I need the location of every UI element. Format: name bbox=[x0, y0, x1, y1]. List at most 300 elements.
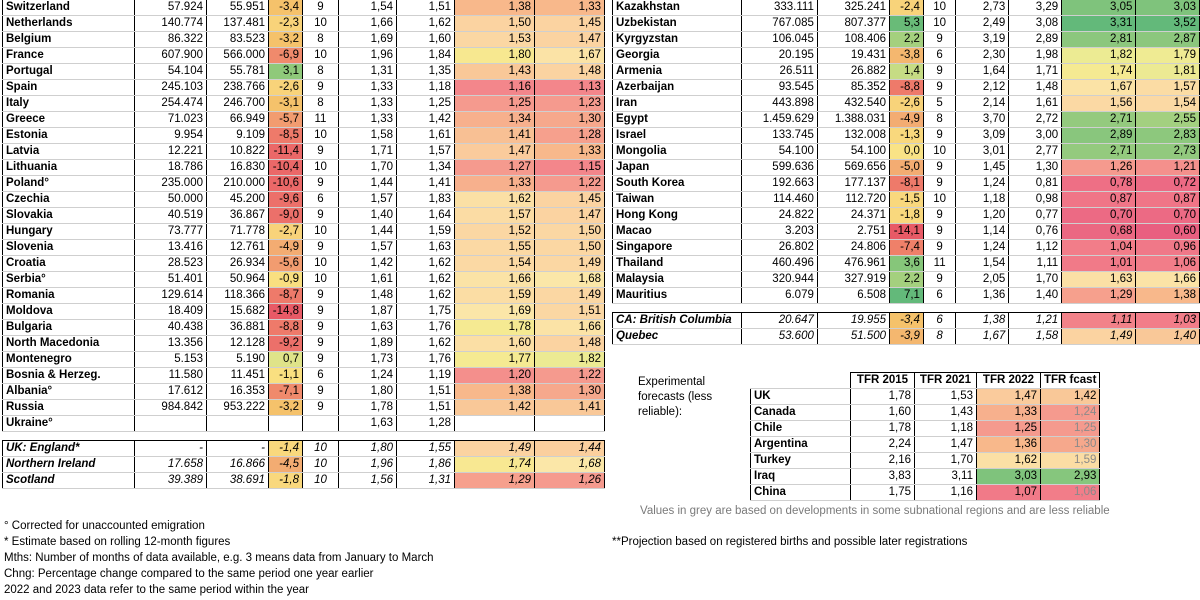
country-name bbox=[613, 272, 742, 288]
tfr-forecast: 1,23 bbox=[535, 96, 605, 112]
births-2023: 6.508 bbox=[817, 288, 889, 304]
tfr-forecast: 2,73 bbox=[1136, 144, 1200, 160]
tfr-2022: 2,81 bbox=[1062, 32, 1136, 48]
separator-cell bbox=[742, 304, 818, 313]
tfr-2021: 1,47 bbox=[915, 437, 977, 453]
births-2022: 6.079 bbox=[742, 288, 818, 304]
country-name bbox=[613, 128, 742, 144]
births-2022: 133.745 bbox=[742, 128, 818, 144]
table-row bbox=[751, 469, 1100, 485]
births-2023: 118.366 bbox=[207, 288, 269, 304]
months: 10 bbox=[923, 144, 955, 160]
tfr-2015: 1,40 bbox=[339, 208, 397, 224]
tfr-2022: 1,62 bbox=[977, 453, 1041, 469]
months: 5 bbox=[923, 96, 955, 112]
tfr-2022: 3,05 bbox=[1062, 0, 1136, 16]
tfr-forecast: 1,49 bbox=[535, 256, 605, 272]
births-2022: 11.580 bbox=[135, 368, 207, 384]
births-2023: 26.882 bbox=[817, 64, 889, 80]
tfr-2021: 1,58 bbox=[1009, 329, 1062, 345]
tfr-2022: 2,71 bbox=[1062, 144, 1136, 160]
country-label: Malaysia bbox=[616, 273, 664, 285]
country-name bbox=[613, 144, 742, 160]
table-row bbox=[751, 453, 1100, 469]
change-percent: -4,9 bbox=[269, 240, 303, 256]
tfr-2022: 3,03 bbox=[977, 469, 1041, 485]
country-label: Netherlands bbox=[6, 17, 73, 29]
tfr-2022: 1,27 bbox=[455, 160, 535, 176]
country-label: Belgium bbox=[6, 33, 52, 45]
table-row bbox=[613, 32, 1200, 48]
change-percent: 2,2 bbox=[890, 272, 924, 288]
tfr-2015: 1,57 bbox=[339, 240, 397, 256]
separator-cell bbox=[339, 432, 397, 441]
table-row bbox=[613, 16, 1200, 32]
table-row bbox=[613, 208, 1200, 224]
births-2022: 51.401 bbox=[135, 272, 207, 288]
table-row bbox=[3, 304, 605, 320]
tfr-2021: 1,53 bbox=[915, 389, 977, 405]
table-row bbox=[3, 112, 605, 128]
tfr-2015: 3,09 bbox=[956, 128, 1009, 144]
tfr-2022: 0,78 bbox=[1062, 176, 1136, 192]
tfr-2021: 1,98 bbox=[1009, 48, 1062, 64]
births-2022: 13.416 bbox=[135, 240, 207, 256]
births-2022: 50.000 bbox=[135, 192, 207, 208]
tfr-2015: 1,33 bbox=[339, 112, 397, 128]
births-2022: 40.519 bbox=[135, 208, 207, 224]
tfr-2015: 1,64 bbox=[956, 64, 1009, 80]
tfr-forecast: 0,72 bbox=[1136, 176, 1200, 192]
country-label: Ukraine° bbox=[6, 417, 53, 429]
change-percent: -14,1 bbox=[890, 224, 924, 240]
change-percent: -11,4 bbox=[269, 144, 303, 160]
tfr-forecast: 1,28 bbox=[535, 128, 605, 144]
change-percent: -0,9 bbox=[269, 272, 303, 288]
tfr-forecast: 1,49 bbox=[535, 288, 605, 304]
tfr-forecast: 1,22 bbox=[535, 368, 605, 384]
tfr-2015: 3,70 bbox=[956, 112, 1009, 128]
country-name: Chile bbox=[751, 421, 851, 437]
table-row bbox=[3, 352, 605, 368]
tfr-forecast: 1,67 bbox=[535, 48, 605, 64]
country-label: Montenegro bbox=[6, 353, 72, 365]
births-2023: 85.352 bbox=[817, 80, 889, 96]
births-2022: 54.100 bbox=[742, 144, 818, 160]
tfr-2021: 1,57 bbox=[397, 144, 455, 160]
country-name bbox=[3, 96, 135, 112]
country-name bbox=[3, 208, 135, 224]
tfr-2021: 1,84 bbox=[397, 48, 455, 64]
tfr-forecast: 0,70 bbox=[1136, 208, 1200, 224]
table-row bbox=[3, 176, 605, 192]
births-2023: 16.830 bbox=[207, 160, 269, 176]
tfr-2022: 1,04 bbox=[1062, 240, 1136, 256]
change-percent: -10,6 bbox=[269, 176, 303, 192]
tfr-2015: 1,67 bbox=[956, 329, 1009, 345]
change-percent: -2,6 bbox=[269, 80, 303, 96]
tfr-forecast: 3,03 bbox=[1136, 0, 1200, 16]
separator-cell bbox=[956, 304, 1009, 313]
country-name bbox=[613, 256, 742, 272]
country-label: South Korea bbox=[616, 177, 685, 189]
months: 9 bbox=[303, 288, 339, 304]
tfr-2022: 1,77 bbox=[455, 352, 535, 368]
tfr-2015: 1,36 bbox=[956, 288, 1009, 304]
table-row bbox=[613, 256, 1200, 272]
country-label: Estonia bbox=[6, 129, 48, 141]
country-name bbox=[3, 48, 135, 64]
country-name bbox=[3, 368, 135, 384]
country-label: Iran bbox=[616, 97, 638, 109]
tfr-2015: 1,57 bbox=[339, 192, 397, 208]
table-row bbox=[613, 128, 1200, 144]
country-label: Poland° bbox=[6, 177, 49, 189]
change-percent: 7,1 bbox=[890, 288, 924, 304]
tfr-forecast: 0,60 bbox=[1136, 224, 1200, 240]
country-name bbox=[3, 272, 135, 288]
tfr-2021: 0,81 bbox=[1009, 176, 1062, 192]
births-2022: 599.636 bbox=[742, 160, 818, 176]
country-label: Portugal bbox=[6, 65, 53, 77]
table-row bbox=[613, 224, 1200, 240]
births-2023: 1.388.031 bbox=[817, 112, 889, 128]
country-label: Spain bbox=[6, 81, 38, 93]
tfr-2022: 1,16 bbox=[455, 80, 535, 96]
births-2022: 26.802 bbox=[742, 240, 818, 256]
table-row bbox=[3, 80, 605, 96]
tfr-forecast: 1,50 bbox=[535, 224, 605, 240]
separator-cell bbox=[817, 304, 889, 313]
table-row bbox=[751, 437, 1100, 453]
months: 6 bbox=[303, 192, 339, 208]
tfr-2015: 1,54 bbox=[956, 256, 1009, 272]
tfr-2021: 2,77 bbox=[1009, 144, 1062, 160]
separator-row bbox=[3, 432, 605, 441]
births-2022: 17.612 bbox=[135, 384, 207, 400]
footnote-period: 2022 and 2023 data refer to the same period within the year bbox=[4, 584, 309, 596]
tfr-2015: 1,33 bbox=[339, 80, 397, 96]
tfr-2021: 1,43 bbox=[915, 405, 977, 421]
tfr-2021: 1,42 bbox=[397, 112, 455, 128]
table-row bbox=[613, 144, 1200, 160]
births-2023: 476.961 bbox=[817, 256, 889, 272]
births-2023: 26.934 bbox=[207, 256, 269, 272]
tfr-2022: 1,43 bbox=[455, 64, 535, 80]
tfr-2021: 1,62 bbox=[397, 16, 455, 32]
tfr-forecast: 1,30 bbox=[1041, 437, 1100, 453]
births-2023: 12.128 bbox=[207, 336, 269, 352]
tfr-2021: 1,51 bbox=[397, 400, 455, 416]
births-2023: 50.964 bbox=[207, 272, 269, 288]
country-label: Slovakia bbox=[6, 209, 53, 221]
experimental-table bbox=[750, 372, 1100, 501]
births-2023: 5.190 bbox=[207, 352, 269, 368]
tfr-forecast: 1,24 bbox=[1041, 405, 1100, 421]
table-row bbox=[3, 32, 605, 48]
tfr-forecast: 1,66 bbox=[535, 320, 605, 336]
tfr-2015: 1,60 bbox=[851, 405, 915, 421]
country-name bbox=[613, 16, 742, 32]
table-row bbox=[3, 144, 605, 160]
tfr-forecast: 3,52 bbox=[1136, 16, 1200, 32]
tfr-2015: 2,12 bbox=[956, 80, 1009, 96]
tfr-2022: 1,36 bbox=[977, 437, 1041, 453]
tfr-2015: 1,63 bbox=[339, 320, 397, 336]
country-name bbox=[3, 0, 135, 16]
months: 10 bbox=[923, 192, 955, 208]
months: 9 bbox=[303, 384, 339, 400]
change-percent: -7,4 bbox=[890, 240, 924, 256]
country-name bbox=[3, 144, 135, 160]
country-label: Singapore bbox=[616, 241, 673, 253]
country-name bbox=[613, 240, 742, 256]
tfr-2022: 1,29 bbox=[455, 473, 535, 489]
births-2023: 16.353 bbox=[207, 384, 269, 400]
births-2022: 106.045 bbox=[742, 32, 818, 48]
tfr-2022: 2,71 bbox=[1062, 112, 1136, 128]
tfr-2022: 1,25 bbox=[977, 421, 1041, 437]
country-label: North Macedonia bbox=[6, 337, 100, 349]
table-row bbox=[613, 64, 1200, 80]
tfr-forecast: 1,42 bbox=[1041, 389, 1100, 405]
births-2023: 24.806 bbox=[817, 240, 889, 256]
tfr-forecast: 1,30 bbox=[535, 112, 605, 128]
tfr-2021: 1,76 bbox=[397, 352, 455, 368]
births-2023: 327.919 bbox=[817, 272, 889, 288]
country-label: Taiwan bbox=[616, 193, 655, 205]
months: 9 bbox=[923, 208, 955, 224]
change-percent: -2,7 bbox=[269, 224, 303, 240]
column-header: TFR 2022 bbox=[977, 373, 1041, 389]
country-label: Italy bbox=[6, 97, 30, 109]
tfr-2015: 1,78 bbox=[339, 400, 397, 416]
tfr-2022: 1,56 bbox=[1062, 96, 1136, 112]
tfr-2015: 1,31 bbox=[339, 64, 397, 80]
births-2022: 5.153 bbox=[135, 352, 207, 368]
births-2023: 9.109 bbox=[207, 128, 269, 144]
table-row bbox=[613, 80, 1200, 96]
tfr-2022: 1,69 bbox=[455, 304, 535, 320]
tfr-2022: 1,50 bbox=[455, 16, 535, 32]
tfr-forecast: 2,93 bbox=[1041, 469, 1100, 485]
months: 6 bbox=[923, 288, 955, 304]
births-2022: 140.774 bbox=[135, 16, 207, 32]
tfr-2015: 1,89 bbox=[339, 336, 397, 352]
months: 9 bbox=[923, 128, 955, 144]
tfr-2021: 1,76 bbox=[397, 320, 455, 336]
table-row bbox=[613, 288, 1200, 304]
change-percent: 0,7 bbox=[269, 352, 303, 368]
country-label: Mauritius bbox=[616, 289, 668, 301]
tfr-2022: 0,87 bbox=[1062, 192, 1136, 208]
tfr-forecast: 1,68 bbox=[535, 457, 605, 473]
country-label: England* bbox=[29, 442, 80, 454]
tfr-2022: 1,54 bbox=[455, 256, 535, 272]
births-2023: 137.481 bbox=[207, 16, 269, 32]
months: 8 bbox=[923, 112, 955, 128]
change-percent: -6,9 bbox=[269, 48, 303, 64]
tfr-2022: 1,41 bbox=[455, 128, 535, 144]
months: 9 bbox=[303, 304, 339, 320]
tfr-forecast: 1,45 bbox=[535, 16, 605, 32]
births-2022: 28.523 bbox=[135, 256, 207, 272]
tfr-2022: 1,25 bbox=[455, 96, 535, 112]
tfr-2015: 1,96 bbox=[339, 457, 397, 473]
tfr-2021: 1,34 bbox=[397, 160, 455, 176]
births-2022: 129.614 bbox=[135, 288, 207, 304]
births-2022: 192.663 bbox=[742, 176, 818, 192]
months: 9 bbox=[923, 80, 955, 96]
tfr-2015: 2,16 bbox=[851, 453, 915, 469]
country-name bbox=[613, 208, 742, 224]
months: 10 bbox=[303, 224, 339, 240]
tfr-2021: 1,62 bbox=[397, 336, 455, 352]
months: 9 bbox=[923, 64, 955, 80]
births-2023: 238.766 bbox=[207, 80, 269, 96]
tfr-2015: 1,24 bbox=[956, 240, 1009, 256]
tfr-2021: 1,18 bbox=[397, 80, 455, 96]
tfr-2022: 3,31 bbox=[1062, 16, 1136, 32]
country-label: Albania° bbox=[6, 385, 53, 397]
tfr-2015: 1,73 bbox=[339, 352, 397, 368]
births-2022: 93.545 bbox=[742, 80, 818, 96]
separator-cell bbox=[1009, 304, 1062, 313]
tfr-forecast: 1,68 bbox=[535, 272, 605, 288]
tfr-2022: 1,42 bbox=[455, 400, 535, 416]
country-label: Mongolia bbox=[616, 145, 667, 157]
tfr-2015: 1,44 bbox=[339, 176, 397, 192]
table-row bbox=[751, 485, 1100, 501]
tfr-forecast: 2,87 bbox=[1136, 32, 1200, 48]
change-percent: -1,4 bbox=[269, 441, 303, 457]
tfr-forecast: 1,48 bbox=[535, 336, 605, 352]
country-name bbox=[3, 336, 135, 352]
tfr-2022: 1,29 bbox=[1062, 288, 1136, 304]
births-2023: 10.822 bbox=[207, 144, 269, 160]
tfr-2022: 1,74 bbox=[455, 457, 535, 473]
country-label: Japan bbox=[616, 161, 650, 173]
tfr-forecast: 0,87 bbox=[1136, 192, 1200, 208]
births-2022: 12.221 bbox=[135, 144, 207, 160]
tfr-2021: 3,29 bbox=[1009, 0, 1062, 16]
births-2023: 71.778 bbox=[207, 224, 269, 240]
tfr-2021: 1,62 bbox=[397, 256, 455, 272]
births-2023: 55.951 bbox=[207, 0, 269, 16]
footnote-chng: Chng: Percentage change compared to the same period one year earlier bbox=[4, 568, 374, 580]
births-2022: 1.459.629 bbox=[742, 112, 818, 128]
months: 9 bbox=[303, 208, 339, 224]
tfr-forecast: 1,47 bbox=[535, 32, 605, 48]
country-name: Turkey bbox=[751, 453, 851, 469]
column-header: TFR 2015 bbox=[851, 373, 915, 389]
table-row bbox=[3, 441, 605, 457]
births-2022: 3.203 bbox=[742, 224, 818, 240]
country-name bbox=[3, 384, 135, 400]
tfr-2021: 1,19 bbox=[397, 368, 455, 384]
country-label: Bulgaria bbox=[6, 321, 53, 333]
tfr-2022: 1,47 bbox=[977, 389, 1041, 405]
births-2023: 11.451 bbox=[207, 368, 269, 384]
births-2022: 54.104 bbox=[135, 64, 207, 80]
tfr-2015: 3,19 bbox=[956, 32, 1009, 48]
column-header: TFR fcast bbox=[1041, 373, 1100, 389]
tfr-forecast: 1,57 bbox=[1136, 80, 1200, 96]
europe-table bbox=[2, 0, 605, 489]
births-2023: 210.000 bbox=[207, 176, 269, 192]
country-name bbox=[3, 352, 135, 368]
tfr-2022: 1,63 bbox=[1062, 272, 1136, 288]
tfr-forecast: 1,13 bbox=[535, 80, 605, 96]
change-percent: -3,8 bbox=[890, 48, 924, 64]
tfr-2022: 1,47 bbox=[455, 144, 535, 160]
tfr-2021: 1,83 bbox=[397, 192, 455, 208]
change-percent: -10,4 bbox=[269, 160, 303, 176]
months: 10 bbox=[303, 441, 339, 457]
change-percent: -3,1 bbox=[269, 96, 303, 112]
months: 8 bbox=[303, 96, 339, 112]
births-2023: 953.222 bbox=[207, 400, 269, 416]
tfr-2015: 1,45 bbox=[956, 160, 1009, 176]
tfr-forecast: 1,59 bbox=[1041, 453, 1100, 469]
country-name bbox=[613, 160, 742, 176]
country-name bbox=[3, 112, 135, 128]
country-name bbox=[613, 48, 742, 64]
tfr-2021: 3,08 bbox=[1009, 16, 1062, 32]
births-2023: 19.955 bbox=[817, 313, 889, 329]
tfr-2015: 1,14 bbox=[956, 224, 1009, 240]
tfr-2022: 1,38 bbox=[455, 0, 535, 16]
months: 10 bbox=[923, 0, 955, 16]
country-name bbox=[3, 473, 135, 489]
tfr-2022: 1,33 bbox=[455, 176, 535, 192]
tfr-2022: 1,20 bbox=[455, 368, 535, 384]
separator-cell bbox=[135, 432, 207, 441]
births-2022: 39.389 bbox=[135, 473, 207, 489]
tfr-2015: 2,05 bbox=[956, 272, 1009, 288]
change-percent: 0,0 bbox=[890, 144, 924, 160]
country-name bbox=[3, 16, 135, 32]
country-name bbox=[613, 80, 742, 96]
country-label: Switzerland bbox=[6, 1, 70, 13]
table-row bbox=[613, 176, 1200, 192]
table-row bbox=[3, 416, 605, 432]
footnote-mths: Mths: Number of months of data available, e.g. 3 means data from January to March bbox=[4, 552, 434, 564]
births-2023: 36.881 bbox=[207, 320, 269, 336]
tfr-2021: 1,61 bbox=[397, 128, 455, 144]
change-percent: -8,5 bbox=[269, 128, 303, 144]
births-2022: 40.438 bbox=[135, 320, 207, 336]
country-name bbox=[3, 457, 135, 473]
births-2022: 73.777 bbox=[135, 224, 207, 240]
births-2022: 9.954 bbox=[135, 128, 207, 144]
country-name bbox=[613, 313, 742, 329]
table-row bbox=[3, 272, 605, 288]
births-2022: 17.658 bbox=[135, 457, 207, 473]
tfr-2015: 2,14 bbox=[956, 96, 1009, 112]
births-2023: 55.781 bbox=[207, 64, 269, 80]
table-row bbox=[3, 400, 605, 416]
tfr-2015: 1,18 bbox=[956, 192, 1009, 208]
tfr-2021: 1,61 bbox=[1009, 96, 1062, 112]
tfr-2015: 1,87 bbox=[339, 304, 397, 320]
births-2023: 15.682 bbox=[207, 304, 269, 320]
births-2022: - bbox=[135, 441, 207, 457]
births-2022: 235.000 bbox=[135, 176, 207, 192]
tfr-2021: 0,77 bbox=[1009, 208, 1062, 224]
tfr-forecast: 1,21 bbox=[1136, 160, 1200, 176]
table-row bbox=[751, 389, 1100, 405]
